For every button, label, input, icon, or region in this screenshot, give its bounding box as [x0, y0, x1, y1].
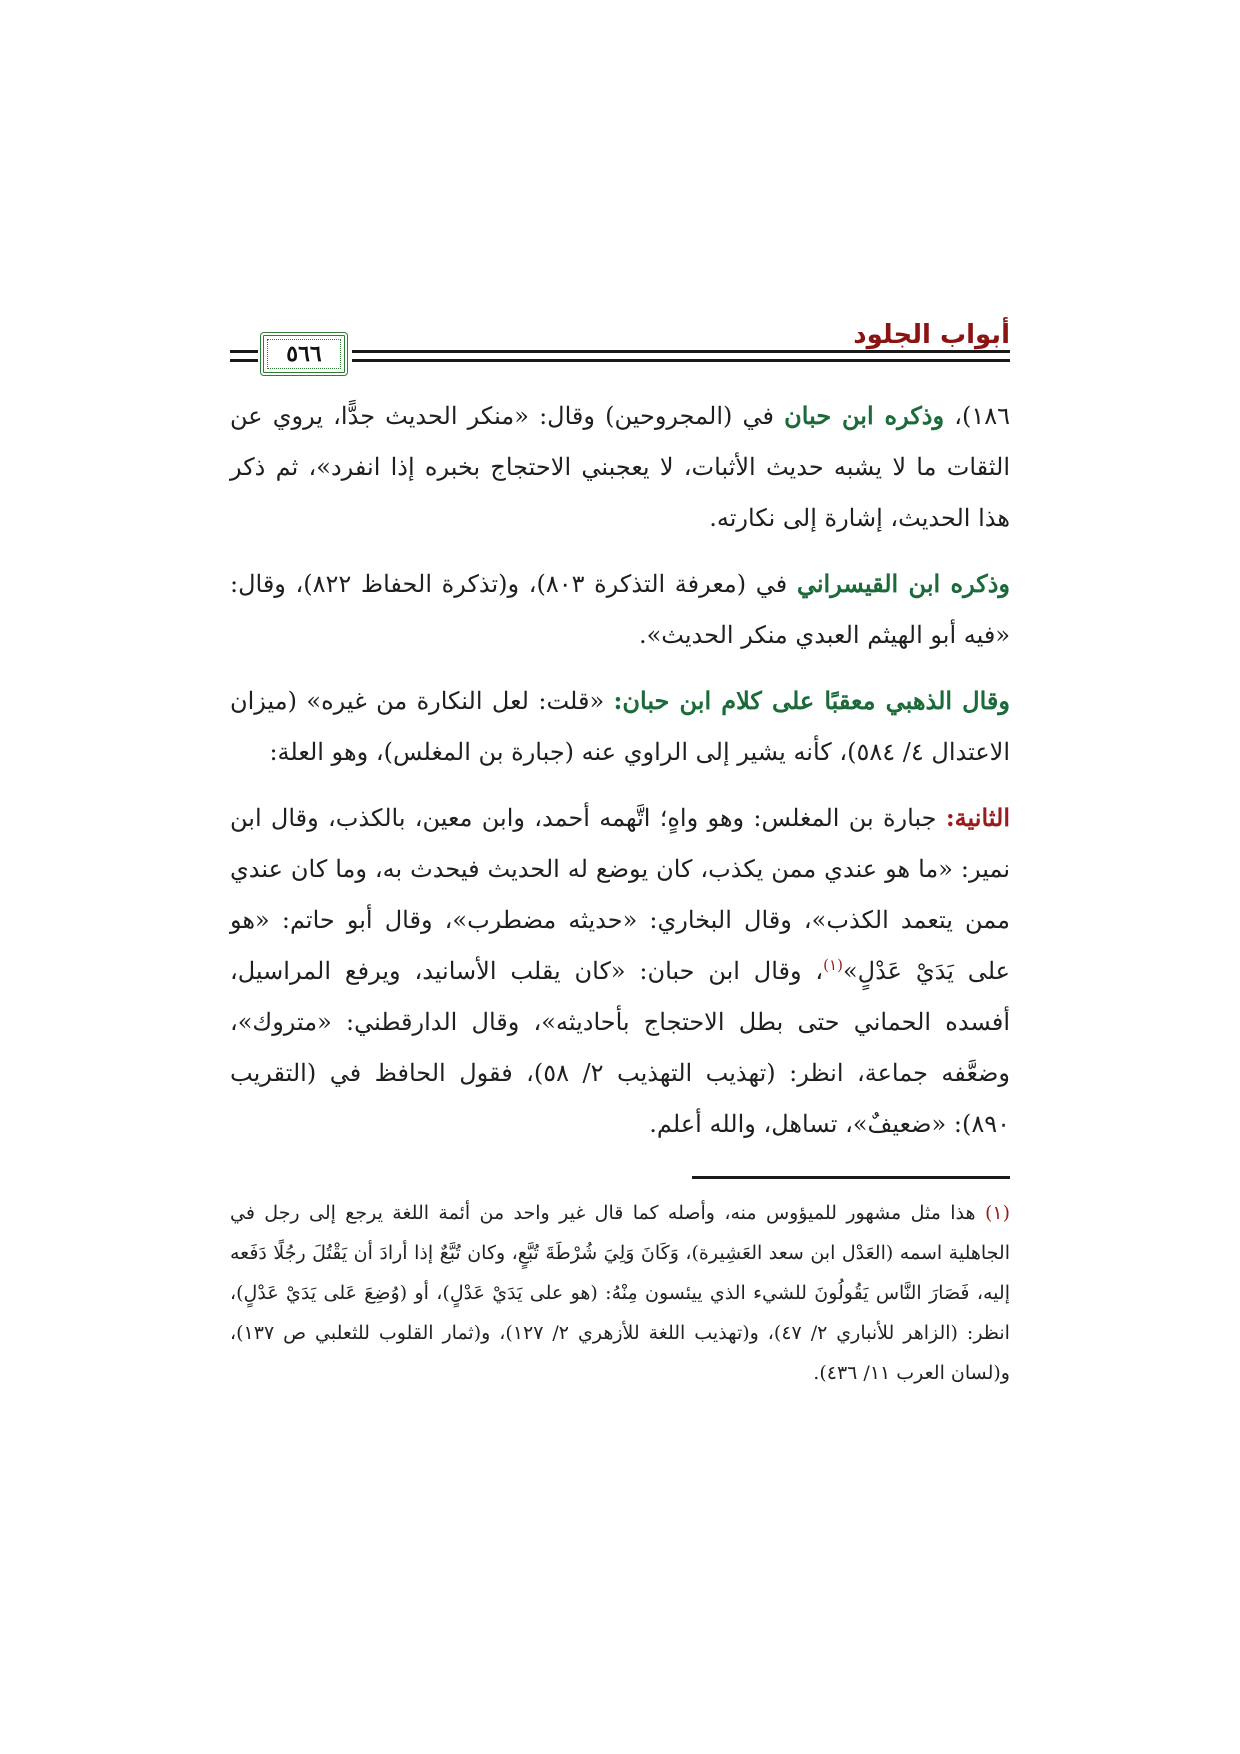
highlight-phrase: وقال الذهبي معقبًا على كلام ابن حبان:	[613, 686, 1010, 715]
header-rule	[352, 350, 1010, 353]
page-number-frame	[260, 332, 348, 376]
footnotes	[230, 1193, 1010, 1393]
page-header	[230, 300, 1010, 380]
footnote-number: (١)	[984, 1202, 1010, 1224]
text-run: في (معرفة التذكرة ٨٠٣)، و(تذكرة الحفاظ ٨٢٢)، وقال: «فيه أبو الهيثم العبدي منكر الحديث».	[230, 570, 1010, 649]
highlight-phrase: وذكره ابن القيسراني	[796, 569, 1011, 598]
footnote-text: هذا مثل مشهور للميؤوس منه، وأصله كما قال غير واحد من أئمة اللغة يرجع إلى رجل في الجاهلية اسمه (العَدْل ابن سعد العَشِيرة)، وَكَانَ وَلِيَ شُرْطَةَ تُبَّعٍ، وكان تُبَّعٌ إذا أرادَ أن يَقْتُلَ رجُلًا دَفَعه إليه، فَصَارَ النَّاس يَقُولُونَ للشيء الذي ييئسون مِنْهُ: (هو على يَدَيْ عَدْلٍ)، أو (وُضِعَ عَلى يَدَيْ عَدْلٍ)، انظر: (الزاهر للأنباري ٢/ ٤٧)، و(تهذيب اللغة للأزهري ٢/ ١٢٧)، و(ثمار القلوب للثعلبي ص ١٣٧)، و(لسان العرب ١١/ ٤٣٦).	[230, 1202, 1010, 1384]
book-page	[230, 300, 1010, 1650]
footnote-reference[interactable]: (١)	[823, 956, 843, 974]
text-run: «قلت: لعل النكارة من غيره» (ميزان الاعتدال ٤/ ٥٨٤)، كأنه يشير إلى الراوي عنه (جبارة بن المغلس)، وهو العلة:	[230, 687, 1010, 766]
chapter-title: أبواب الجلود	[853, 320, 1010, 350]
main-text	[230, 390, 1010, 1150]
text-run: في (المجروحين) وقال: «منكر الحديث جدًّا، يروي عن الثقات ما لا يشبه حديث الأثبات، لا يعجبني الاحتجاج بخبره إذا انفرد»، ثم ذكر هذا الحديث، إشارة إلى نكارته.	[230, 402, 1010, 532]
section-label: الثانية:	[945, 803, 1010, 832]
paragraph	[230, 390, 1010, 544]
footnote	[230, 1193, 1010, 1393]
header-rule	[230, 350, 258, 353]
highlight-phrase: وذكره ابن حبان	[784, 401, 945, 430]
paragraph	[230, 792, 1010, 1150]
text-run: ، وقال ابن حبان: «كان يقلب الأسانيد، ويرفع المراسيل، أفسده الحماني حتى بطل الاحتجاج بأحاديثه»، وقال الدارقطني: «متروك»، وضعَّفه جماعة، انظر: (تهذيب التهذيب ٢/ ٥٨)، فقول الحافظ في (التقريب ٨٩٠): «ضعيفٌ»، تساهل، والله أعلم.	[230, 957, 1010, 1138]
header-rule	[230, 359, 258, 362]
header-rule	[352, 359, 1010, 362]
paragraph	[230, 558, 1010, 661]
text-run: ١٨٦)،	[944, 402, 1010, 430]
paragraph	[230, 675, 1010, 778]
footnote-separator	[692, 1176, 1010, 1179]
page-number: ٥٦٦	[286, 341, 322, 367]
text-run: جبارة بن المغلس: وهو واهٍ؛ اتَّهمه أحمد، وابن معين، بالكذب، وقال ابن نمير: «ما هو عندي ممن يكذب، كان يوضع له الحديث فيحدث به، وما كان عندي ممن يتعمد الكذب»، وقال البخاري: «حديثه مضطرب»، وقال أبو حاتم: «هو على يَدَيْ عَدْلٍ»	[230, 804, 1010, 985]
